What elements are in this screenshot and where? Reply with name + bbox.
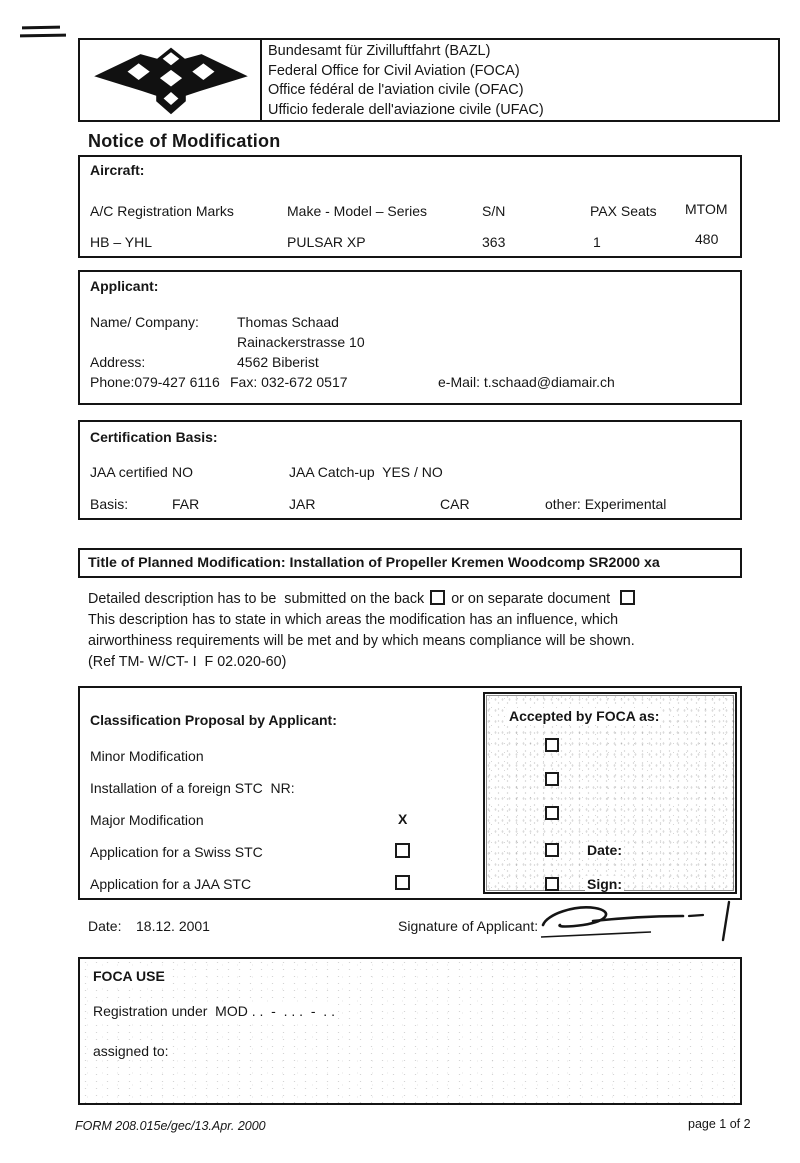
- separate-doc-checkbox-icon: [620, 590, 635, 605]
- classification-section: [78, 686, 742, 900]
- applicant-name-value: Thomas Schaad: [237, 314, 339, 330]
- form-reference: FORM 208.015e/gec/13.Apr. 2000: [75, 1119, 266, 1133]
- registration-under-mod-line: Registration under MOD . . - . . . - . .: [90, 1003, 338, 1019]
- basis-label: Basis:: [90, 496, 129, 512]
- accepted-inner-border: [486, 695, 734, 891]
- basis-car: CAR: [440, 496, 470, 512]
- aircraft-value-sn: 363: [482, 234, 506, 250]
- foca-major-checkbox-icon: [545, 806, 559, 820]
- signature-of-applicant-label: Signature of Applicant:: [398, 918, 539, 934]
- applicant-street: Rainackerstrasse 10: [237, 334, 365, 350]
- row-minor-modification: Minor Modification: [90, 748, 204, 764]
- office-name-de: Bundesamt für Zivilluftfahrt (BAZL): [268, 43, 491, 59]
- applicant-email: e-Mail: t.schaad@diamair.ch: [438, 374, 615, 390]
- foca-use-label: FOCA USE: [90, 968, 168, 984]
- scan-mark: [20, 34, 66, 38]
- foca-logo: [85, 43, 257, 117]
- date-value: 18.12. 2001: [136, 918, 210, 934]
- assigned-to-line: assigned to:: [90, 1043, 172, 1059]
- aircraft-col-sn: S/N: [482, 203, 506, 219]
- description-line2: This description has to state in which areas the modification has an influence, which: [88, 612, 619, 628]
- row-major-modification: Major Modification: [90, 812, 204, 828]
- jaa-certified-value: NO: [172, 464, 193, 480]
- scan-mark: [22, 26, 60, 30]
- jaa-catchup: JAA Catch-up YES / NO: [289, 464, 443, 480]
- foca-minor-checkbox-icon: [545, 738, 559, 752]
- aircraft-col-make: Make - Model – Series: [287, 203, 428, 219]
- swiss-stc-checkbox-icon: [395, 843, 410, 858]
- aircraft-value-registration: HB – YHL: [90, 234, 152, 250]
- jaa-stc-checkbox-icon: [395, 875, 410, 890]
- description-line3: airworthiness requirements will be met and by which means compliance will be shown.: [88, 633, 635, 649]
- row-jaa-stc: Application for a JAA STC: [90, 876, 252, 892]
- foca-use-section: [78, 957, 742, 1105]
- certification-section: [78, 420, 742, 520]
- modification-title: Title of Planned Modification: Installation of Propeller Kremen Woodcomp SR2000 xa: [88, 555, 660, 571]
- foca-sign-checkbox-icon: [545, 877, 559, 891]
- back-checkbox-icon: [430, 590, 445, 605]
- description-line1a: Detailed description has to be submitted on the back: [88, 591, 425, 607]
- aircraft-col-mtom: MTOM: [685, 201, 728, 217]
- jaa-certified-label: JAA certified: [90, 464, 168, 480]
- description-line1b: or on separate document: [451, 591, 611, 607]
- applicant-phone: Phone:079-427 6116: [90, 374, 220, 390]
- office-name-it: Ufficio federale dell'aviazione civile (UFAC): [268, 101, 544, 118]
- foca-foreign-stc-checkbox-icon: [545, 772, 559, 786]
- foca-sign-label: Sign:: [587, 876, 622, 892]
- applicant-section: [78, 270, 742, 405]
- date-label: Date:: [88, 918, 122, 934]
- applicant-city: 4562 Biberist: [237, 354, 319, 370]
- applicant-signature: [535, 898, 735, 946]
- certification-label: Certification Basis:: [90, 429, 218, 445]
- foca-date-checkbox-icon: [545, 843, 559, 857]
- accepted-by-foca-box: [483, 692, 737, 894]
- applicant-name-label: Name/ Company:: [90, 314, 199, 330]
- basis-other: other: Experimental: [545, 496, 667, 512]
- aircraft-value-pax: 1: [593, 234, 601, 250]
- aircraft-value-make: PULSAR XP: [287, 234, 366, 250]
- applicant-address-label: Address:: [90, 354, 146, 370]
- modification-title-box: [78, 548, 742, 578]
- header-divider: [260, 40, 262, 120]
- classification-label: Classification Proposal by Applicant:: [90, 712, 337, 728]
- aircraft-col-pax: PAX Seats: [590, 203, 657, 219]
- page-title: Notice of Modification: [88, 131, 281, 151]
- basis-jar: JAR: [289, 496, 316, 512]
- aircraft-col-registration: A/C Registration Marks: [90, 203, 234, 219]
- row-swiss-stc: Application for a Swiss STC: [90, 844, 263, 860]
- row-foreign-stc: Installation of a foreign STC NR:: [90, 780, 295, 796]
- basis-far: FAR: [172, 496, 200, 512]
- applicant-label: Applicant:: [90, 278, 159, 294]
- office-name-fr: Office fédéral de l'aviation civile (OFAC): [268, 82, 524, 98]
- header-box: [78, 38, 780, 122]
- applicant-fax: Fax: 032-672 0517: [230, 374, 348, 390]
- description-line4: (Ref TM- W/CT- I F 02.020-60): [88, 654, 287, 670]
- office-name-en: Federal Office for Civil Aviation (FOCA): [268, 62, 520, 79]
- major-modification-x-mark: X: [398, 811, 408, 827]
- aircraft-label: Aircraft:: [90, 162, 145, 178]
- page-number: page 1 of 2: [688, 1117, 751, 1131]
- accepted-by-foca-label: Accepted by FOCA as:: [509, 708, 660, 724]
- foca-date-label: Date:: [587, 842, 623, 858]
- aircraft-value-mtom: 480: [695, 231, 719, 247]
- aircraft-section: [78, 155, 742, 258]
